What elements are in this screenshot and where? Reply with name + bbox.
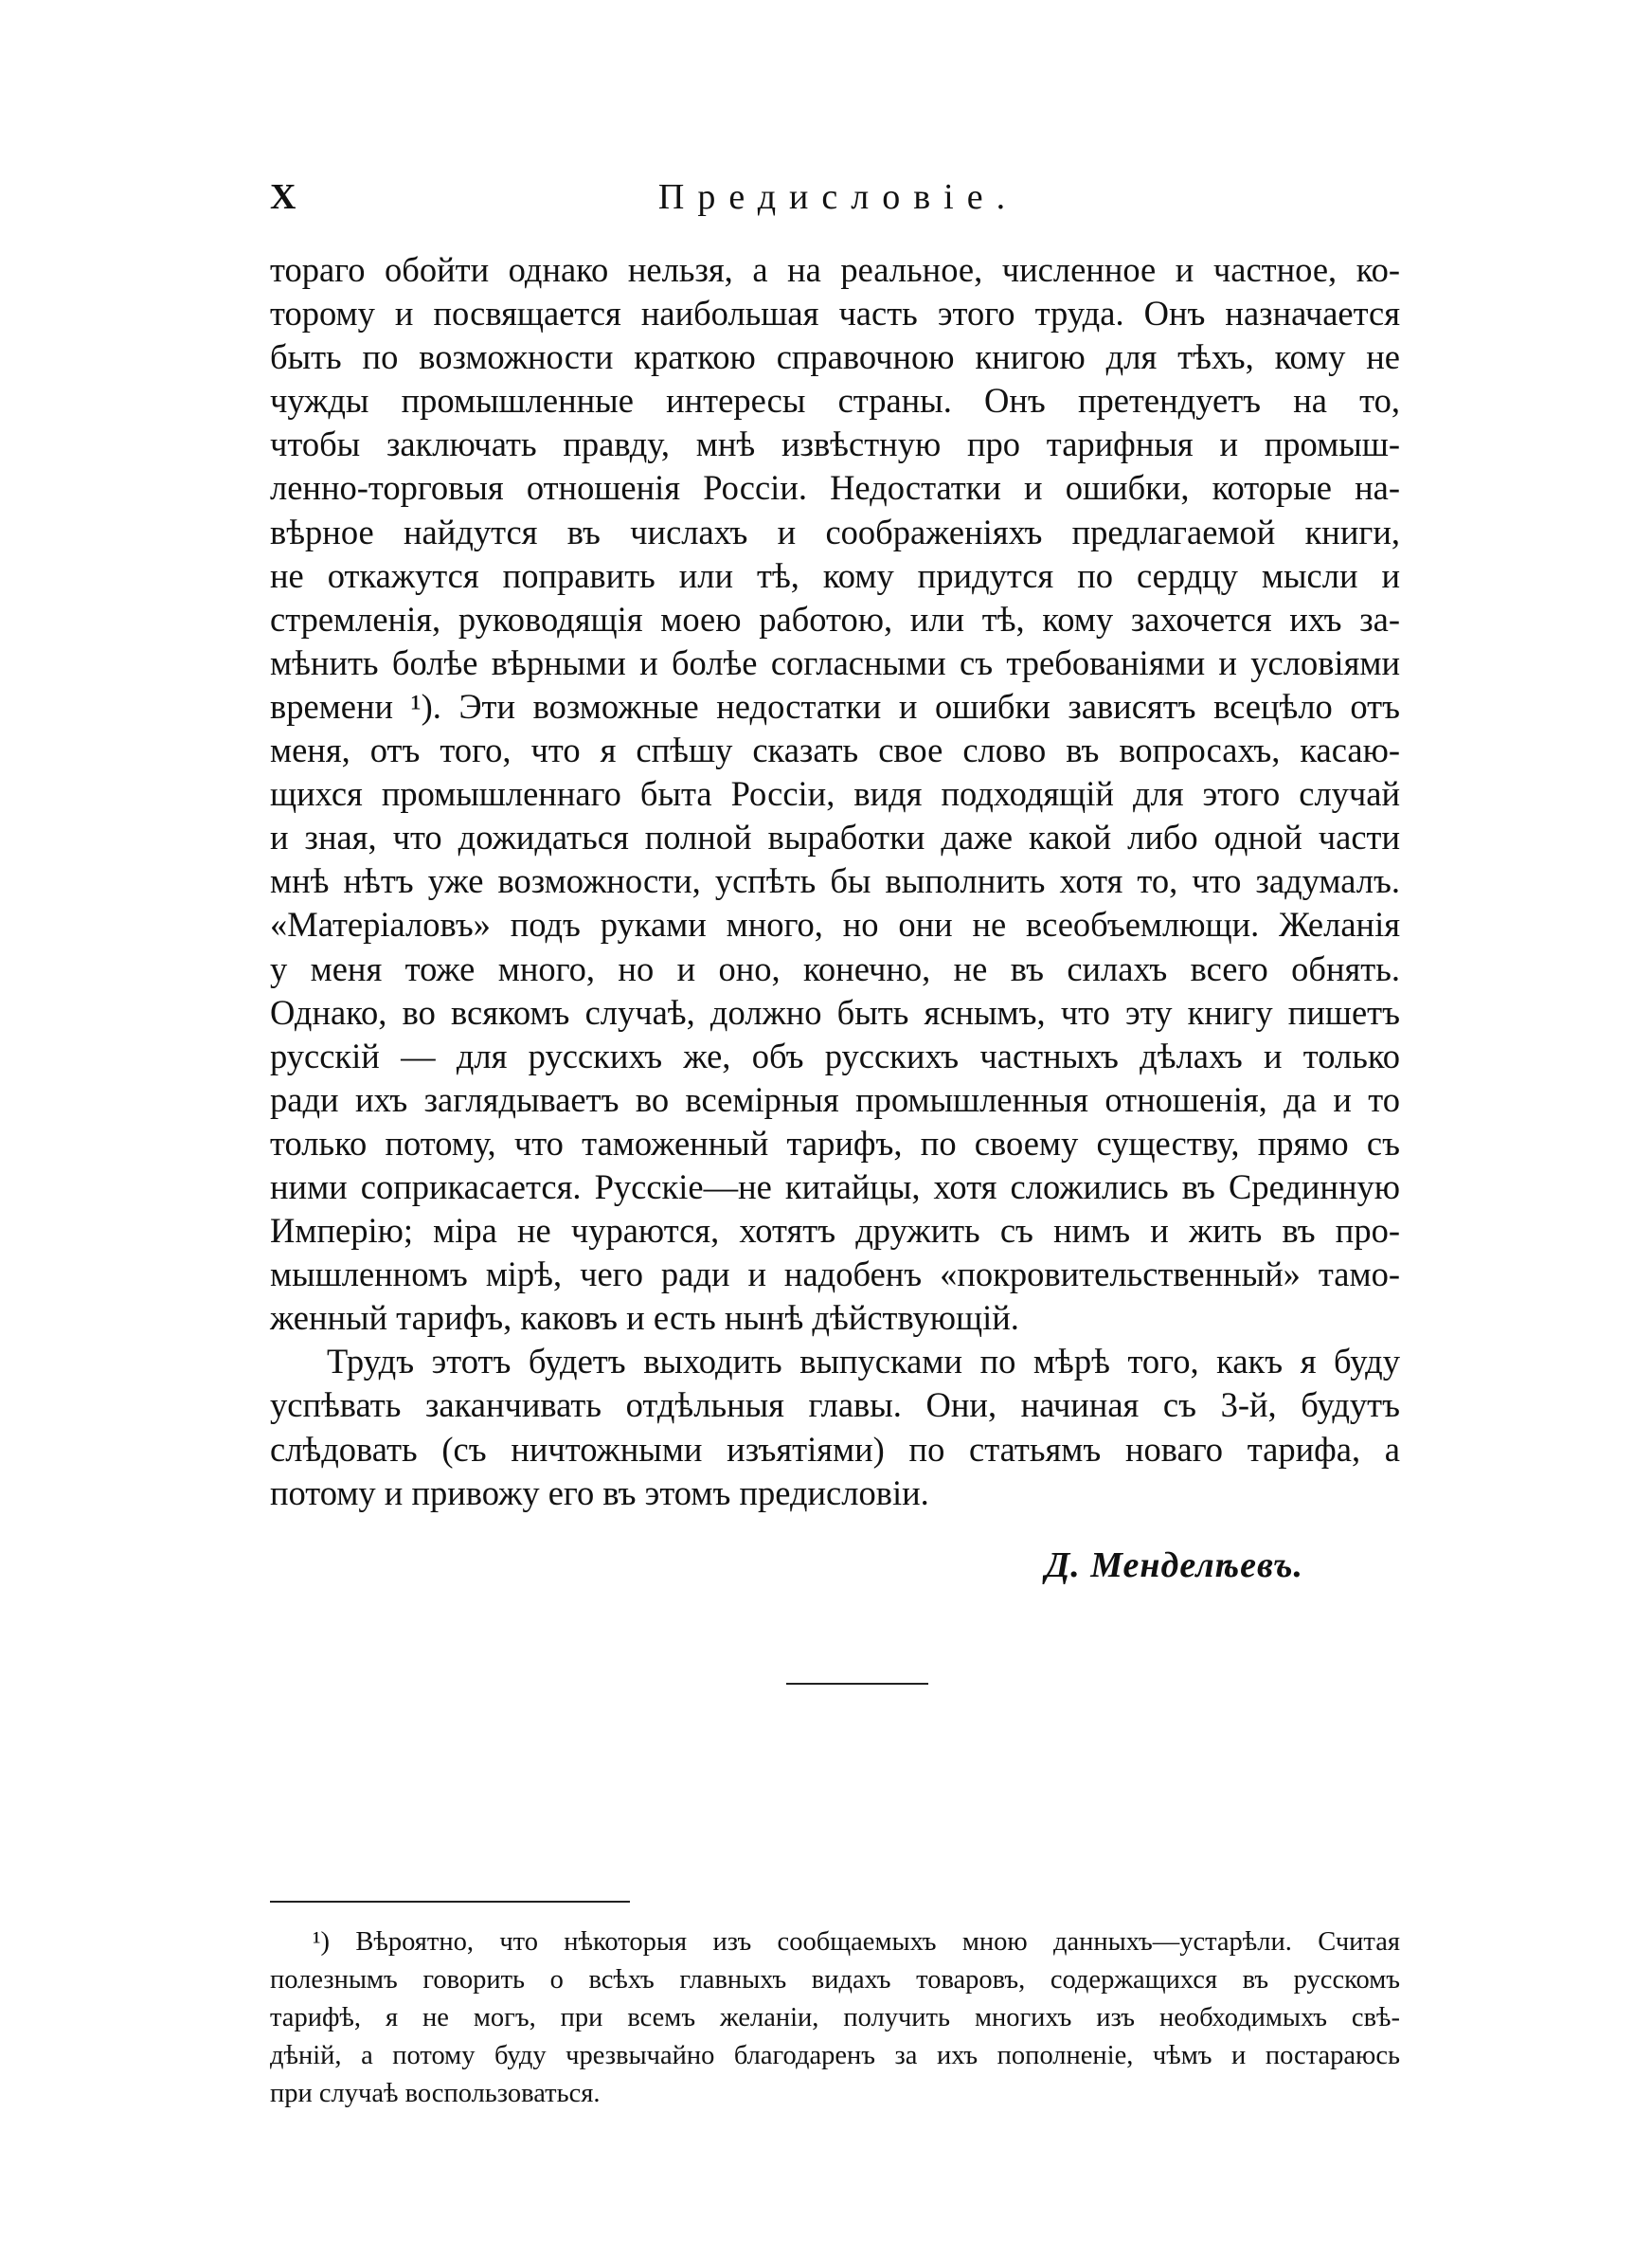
body-line: мѣнить болѣе вѣрными и болѣе согласными съ требованіями и условіями <box>270 642 1400 682</box>
body-line: потому и привожу его въ этомъ предисловіи. <box>270 1472 929 1512</box>
body-line: времени ¹). Эти возможные недостатки и ошибки зависятъ всецѣло отъ <box>270 686 1400 726</box>
body-line: ради ихъ заглядываетъ во всемірныя промышленныя отношенія, да и то <box>270 1079 1400 1119</box>
body-line: успѣвать заканчивать отдѣльныя главы. Они, начиная съ 3-й, будутъ <box>270 1385 1400 1425</box>
footnote-rule <box>270 1901 630 1903</box>
body-line: стремленія, руководящія моею работою, или тѣ, кому захочется ихъ за- <box>270 599 1400 639</box>
footnote-line: при случаѣ воспользоваться. <box>270 2079 601 2108</box>
body-line: слѣдовать (съ ничтожными изъятіями) по статьямъ новаго тарифа, а <box>270 1429 1400 1469</box>
body-line: Трудъ этотъ будетъ выходить выпусками по мѣрѣ того, какъ я буду <box>327 1342 1400 1381</box>
body-line: ленно-торговыя отношенія Россіи. Недостатки и ошибки, которые на- <box>270 468 1400 508</box>
body-line: мышленномъ мірѣ, чего ради и надобенъ «покровительственный» тамо- <box>270 1255 1400 1294</box>
footnote <box>270 1923 1400 2113</box>
body-line: чтобы заключать правду, мнѣ извѣстную про тарифныя и промыш- <box>270 424 1400 464</box>
body-line: женный тарифъ, каковъ и есть нынѣ дѣйствующій. <box>270 1298 1019 1338</box>
running-head: Предисловіе. <box>657 177 1019 217</box>
footnote-line: полезнымъ говорить о всѣхъ главныхъ видахъ товаровъ, содержащихся въ русскомъ <box>270 1965 1400 1995</box>
body-line: тораго обойти однако нельзя, а на реальное, численное и частное, ко- <box>270 250 1400 289</box>
page-number: X <box>270 177 296 217</box>
body-line: мнѣ нѣтъ уже возможности, успѣть бы выполнить хотя то, что задумалъ. <box>270 861 1400 901</box>
body-line: ними соприкасается. Русскіе—не китайцы, хотя сложились въ Срединную <box>270 1166 1400 1206</box>
body-line: не откажутся поправить или тѣ, кому придутся по сердцу мысли и <box>270 555 1400 595</box>
body-line: быть по возможности краткою справочною книгою для тѣхъ, кому не <box>270 337 1400 377</box>
body-line: чужды промышленные интересы страны. Онъ претендуетъ на то, <box>270 381 1400 421</box>
body-line: щихся промышленнаго быта Россіи, видя подходящій для этого случай <box>270 774 1400 814</box>
body-text <box>270 248 1400 1515</box>
footnote-line: ¹) Вѣроятно, что нѣкоторыя изъ сообщаемыхъ мною данныхъ—устарѣли. Считая <box>313 1927 1400 1957</box>
body-line: «Матеріаловъ» подъ руками много, но они не всеобъемлющи. Желанія <box>270 905 1400 945</box>
body-line: и зная, что дожидаться полной выработки даже какой либо одной части <box>270 818 1400 858</box>
body-line: Однако, во всякомъ случаѣ, должно быть яснымъ, что эту книгу пишетъ <box>270 992 1400 1032</box>
footnote-line: тарифѣ, я не могъ, при всемъ желаніи, получить многихъ изъ необходимыхъ свѣ- <box>270 2003 1400 2032</box>
author-signature: Д. Менделѣевъ. <box>1045 1545 1303 1585</box>
footnote-line: дѣній, а потому буду чрезвычайно благодаренъ за ихъ пополненіе, чѣмъ и постараюсь <box>270 2041 1400 2070</box>
section-divider <box>786 1683 928 1685</box>
body-line: Имперію; міра не чураются, хотятъ дружить съ нимъ и жить въ про- <box>270 1211 1400 1251</box>
body-line: русскій — для русскихъ же, объ русскихъ частныхъ дѣлахъ и только <box>270 1036 1400 1075</box>
body-line: вѣрное найдутся въ числахъ и соображеніяхъ предлагаемой книги, <box>270 512 1400 551</box>
page-header <box>270 169 1407 226</box>
body-line: торому и посвящается наибольшая часть этого труда. Онъ назначается <box>270 294 1400 334</box>
body-line: только потому, что таможенный тарифъ, по своему существу, прямо съ <box>270 1123 1400 1163</box>
body-line: у меня тоже много, но и оно, конечно, не въ силахъ всего обнять. <box>270 948 1400 988</box>
body-line: меня, отъ того, что я спѣшу сказать свое слово въ вопросахъ, касаю- <box>270 731 1400 770</box>
